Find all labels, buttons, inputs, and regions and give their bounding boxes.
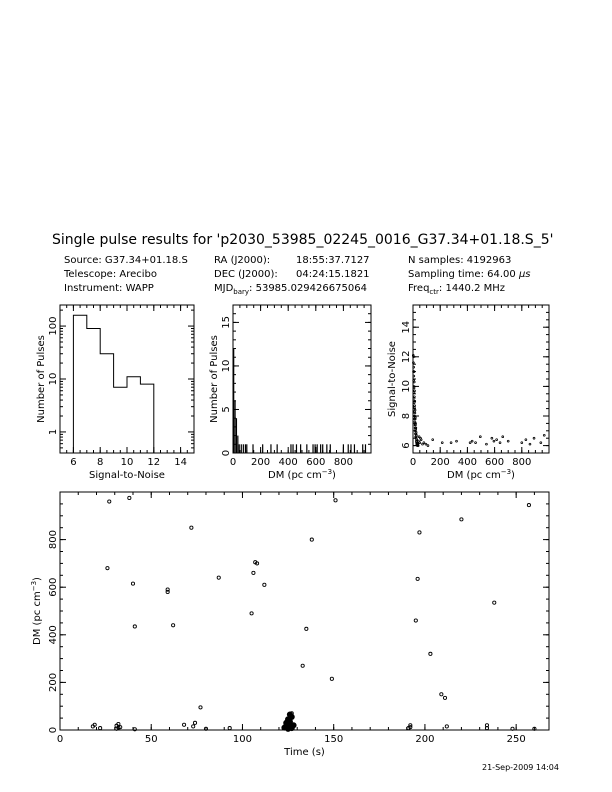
freq-prefix: Freq xyxy=(408,283,430,294)
snr-hist-xlabel: Signal-to-Noise xyxy=(89,470,165,481)
dm-time-xtick-label: 0 xyxy=(56,734,64,745)
dm-hist-xtick-label: 600 xyxy=(306,457,326,468)
snr-hist-xtick-label: 14 xyxy=(174,457,187,468)
dm-time-point xyxy=(310,538,313,541)
snr-dm-point xyxy=(507,440,509,442)
dm-hist-ytick-label: 5 xyxy=(221,406,232,413)
dm-time-point xyxy=(99,726,102,729)
snr-dm-point xyxy=(486,443,488,445)
mjd-prefix: MJD xyxy=(214,283,234,294)
source-info: Source: G37.34+01.18.S xyxy=(64,255,188,266)
dm-time-point xyxy=(440,693,443,696)
dm-time-point xyxy=(106,567,109,570)
snr-dm-point xyxy=(413,375,415,377)
dm-time-point xyxy=(305,627,308,630)
snr-dm-point xyxy=(420,439,422,441)
freq-value: : 1440.2 MHz xyxy=(438,283,506,294)
snr-dm-xtick-label: 800 xyxy=(512,457,532,468)
snr-dm-xtick-label: 0 xyxy=(409,457,417,468)
snr-hist-xtick-label: 10 xyxy=(120,457,134,468)
snr-dm-point xyxy=(456,440,458,442)
snr-dm-point xyxy=(529,443,531,445)
snr-dm-point xyxy=(533,437,535,439)
snr-dm-ytick-label: 6 xyxy=(401,442,412,449)
telescope-info: Telescope: Arecibo xyxy=(64,269,157,280)
mjd-info xyxy=(214,283,367,296)
footer-timestamp: 21-Sep-2009 14:04 xyxy=(482,763,559,772)
ra-label: RA (J2000): xyxy=(214,255,271,266)
snr-hist-bar xyxy=(127,377,140,453)
dm-time-point xyxy=(128,496,131,499)
dm-time-point xyxy=(131,582,134,585)
snr-hist-ytick-label: 1 xyxy=(48,428,59,436)
snr-dm-point xyxy=(540,442,542,444)
figure-title: Single pulse results for 'p2030_53985_02245_0016_G37.34+01.18.S_5' xyxy=(52,232,554,248)
ra-value: 18:55:37.7127 xyxy=(296,255,370,266)
dm-hist-ytick-label: 15 xyxy=(221,316,232,329)
snr-dm-point xyxy=(469,442,471,444)
snr-hist-bar xyxy=(114,387,127,453)
snr-hist-xtick-label: 6 xyxy=(70,457,77,468)
snr-dm-point xyxy=(521,442,523,444)
dm-hist-xlabel: DM (pc $cm^{-3}$) xyxy=(268,468,336,481)
snr-dm-point xyxy=(479,436,481,438)
dm-time-point xyxy=(460,518,463,521)
snr-dm-point xyxy=(427,445,429,447)
snr-dm-point xyxy=(425,443,427,445)
snr-dm-point xyxy=(414,412,416,414)
snr-hist-steps xyxy=(73,315,153,453)
dm-time-point xyxy=(493,601,496,604)
dm-time-xlabel: Time (s) xyxy=(284,747,325,758)
snr-dm-point xyxy=(450,442,452,444)
dm-hist-ytick-label: 10 xyxy=(221,359,232,373)
dm-time-dense-point xyxy=(291,723,296,728)
snr-dm-point xyxy=(414,405,416,407)
dm-time-point xyxy=(133,625,136,628)
dm-time-ytick-label: 400 xyxy=(48,625,59,645)
snr-dm-point xyxy=(413,387,415,389)
sampling-prefix: Sampling time: 64.00 xyxy=(408,269,519,280)
dm-histogram-panel xyxy=(209,305,371,481)
dm-time-ytick-label: 200 xyxy=(48,672,59,692)
snr-vs-dm-panel xyxy=(387,305,549,481)
snr-dm-point xyxy=(415,431,417,433)
dm-time-ylabel: DM (pc $cm^{-3}$) xyxy=(30,577,43,645)
dm-time-point xyxy=(416,577,419,580)
dm-time-dense-point xyxy=(287,712,292,717)
snr-dm-point xyxy=(413,396,415,398)
snr-dm-ytick-label: 14 xyxy=(401,320,412,334)
dm-time-point xyxy=(527,503,530,506)
dm-time-point xyxy=(199,706,202,709)
snr-dm-point xyxy=(441,442,443,444)
dm-time-point xyxy=(252,571,255,574)
dm-time-point xyxy=(414,619,417,622)
dm-hist-ylabel: Number of Pulses xyxy=(209,335,220,423)
snr-hist-bar xyxy=(140,384,153,453)
dm-time-point xyxy=(301,664,304,667)
snr-dm-point xyxy=(525,439,527,441)
dm-hist-xtick-label: 800 xyxy=(333,457,353,468)
dm-time-point xyxy=(263,583,266,586)
snr-dm-point xyxy=(502,436,504,438)
snr-dm-point xyxy=(416,434,418,436)
dm-time-point xyxy=(418,531,421,534)
dm-time-ytick-label: 600 xyxy=(48,577,59,597)
snr-hist-bar xyxy=(100,354,113,453)
dm-time-point xyxy=(443,696,446,699)
snr-dm-ytick-label: 10 xyxy=(401,380,412,393)
snr-dm-xlabel: DM (pc $cm^{-3}$) xyxy=(447,468,515,481)
dm-time-xtick-label: 200 xyxy=(415,734,435,745)
snr-dm-point xyxy=(493,440,495,442)
snr-dm-point xyxy=(432,439,434,441)
snr-dm-point xyxy=(419,442,421,444)
snr-dm-point xyxy=(423,442,425,444)
snr-dm-frame xyxy=(413,305,549,453)
dm-time-point xyxy=(334,499,337,502)
snr-hist-xtick-label: 12 xyxy=(147,457,161,468)
dm-time-point xyxy=(330,677,333,680)
sampling-unit: μs xyxy=(518,269,531,280)
dm-time-ytick-label: 800 xyxy=(48,530,59,550)
snr-dm-xtick-label: 200 xyxy=(430,457,450,468)
nsamples-info: N samples: 4192963 xyxy=(408,255,512,266)
snr-dm-ylabel: Signal-to-Noise xyxy=(387,341,398,417)
sampling-info xyxy=(408,269,531,280)
snr-dm-ytick-label: 12 xyxy=(401,350,412,364)
dm-time-point xyxy=(217,576,220,579)
snr-hist-ylabel: Number of Pulses xyxy=(36,335,47,423)
snr-dm-xtick-label: 400 xyxy=(457,457,477,468)
snr-dm-point xyxy=(471,440,473,442)
dm-time-point xyxy=(172,624,175,627)
snr-dm-point xyxy=(414,417,416,419)
dec-label: DEC (J2000): xyxy=(214,269,278,280)
dm-time-point xyxy=(250,612,253,615)
snr-dm-xtick-label: 600 xyxy=(485,457,505,468)
dm-time-point xyxy=(182,723,185,726)
snr-dm-point xyxy=(496,439,498,441)
snr-dm-point xyxy=(491,437,493,439)
dm-time-ytick-label: 0 xyxy=(48,726,59,734)
snr-dm-point xyxy=(413,366,415,368)
dm-hist-xtick-label: 200 xyxy=(251,457,271,468)
snr-dm-ytick-label: 8 xyxy=(401,412,412,420)
dm-time-point xyxy=(429,652,432,655)
snr-dm-point xyxy=(543,434,545,436)
snr-hist-ytick-label: 100 xyxy=(48,316,59,336)
dm-time-xtick-label: 150 xyxy=(324,734,344,745)
dm-vs-time-panel xyxy=(30,492,549,758)
dm-time-xtick-label: 250 xyxy=(506,734,526,745)
snr-histogram-panel xyxy=(36,305,194,481)
snr-dm-point xyxy=(475,442,477,444)
snr-hist-ytick-label: 10 xyxy=(48,372,59,386)
snr-dm-point xyxy=(414,409,416,411)
snr-hist-xtick-label: 8 xyxy=(97,457,104,468)
dm-time-xtick-label: 50 xyxy=(144,734,158,745)
freq-subscript: ctr xyxy=(429,288,439,296)
dm-time-point xyxy=(228,726,231,729)
dm-hist-xtick-label: 400 xyxy=(278,457,298,468)
dm-time-point xyxy=(192,725,195,728)
dm-time-frame xyxy=(60,492,549,730)
snr-dm-point xyxy=(499,442,501,444)
dm-time-point xyxy=(190,526,193,529)
snr-hist-bar xyxy=(73,315,86,453)
snr-hist-bar xyxy=(87,328,100,453)
dm-time-xtick-label: 100 xyxy=(232,734,253,745)
dm-hist-ytick-label: 0 xyxy=(221,449,232,457)
dm-time-point xyxy=(193,721,196,724)
snr-dm-point xyxy=(414,390,416,392)
dm-hist-xtick-label: 0 xyxy=(229,457,237,468)
mjd-subscript: bary xyxy=(233,288,250,296)
dec-value: 04:24:15.1821 xyxy=(296,269,370,280)
freq-info xyxy=(408,283,505,296)
dm-time-point xyxy=(108,500,111,503)
dm-hist-frame xyxy=(233,305,371,453)
dm-time-point xyxy=(445,725,448,728)
snr-dm-point xyxy=(413,381,415,383)
instrument-info: Instrument: WAPP xyxy=(64,283,154,294)
mjd-value: : 53985.029426675064 xyxy=(249,283,367,294)
